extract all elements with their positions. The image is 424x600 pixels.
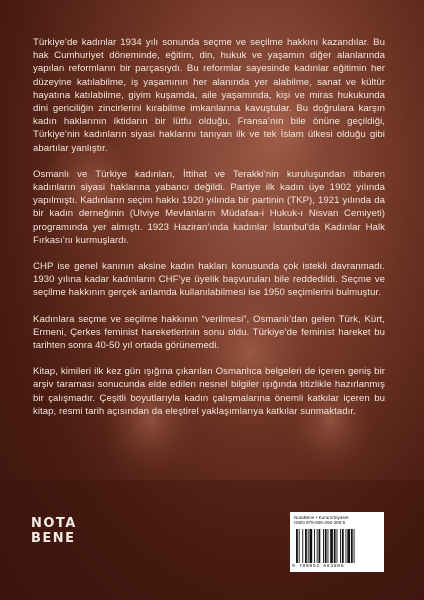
isbn-meta [294,515,382,526]
paragraph-1: Türkiye’de kadınlar 1934 yılı sonunda seçme ve seçilme hakkını kazandılar. Bu hak Cumhuriyet döneminde, eğitim, din, hukuk ve yaşamın diğer alanlarında yapılan reformların bir parçasıydı. Bu reformlar sayesinde kadınlar eğitimin her düzeyine katılabilme, iş yaşamının her alanında yer alabilme, sanat ve kültür hayatına katılabilme, giyim kuşamda, aile yaşamında, kişi ve miras hukukunda dini gericiliğin zincirlerini kırabilme imkanlarına kavuştular. Bu doğrulara karşın kadın haklarının iktidarın bir lütfu olduğu, Fransa’nın bile önüne geçildiği, Türkiye’nin kadınların siyasi haklarını tanıyan ilk ve tek İslam ülkesi olduğu gibi abartılar yanlıştır. [33,37,385,154]
barcode-digits: 9 786052 663805 [292,564,345,569]
logo-line-2: BENE [31,531,76,546]
publisher-logo [31,516,77,562]
isbn-barcode-box [290,512,384,572]
paragraph-5: Kitap, kimileri ilk kez gün ışığına çıkarılan Osmanlıca belgeleri de içeren geniş bir arşiv taraması sonucunda elde edilen nesnel bilgiler ışığında titizlikle hazırlanmış bir çalışmadır. Çeşitli boyutlarıyla kadın çalışmalarına önemli katkılar içeren bu kitap, resmi tarih açısından da eleştirel yaklaşımlarıya katkılar sunmaktadır. [33,366,385,417]
publisher-category: NotaBene • Kuram/Siyaset [294,515,349,520]
paragraph-4: Kadınlara seçme ve seçilme hakkının “verilmesi”, Osmanlı’dan gelen Türk, Kürt, Ermeni, Çerkes feminist hareketlerinin sonu oldu. Türkiye’de feminist hareket bu tarihten sonra 40-50 yıl ortada görünemedi. [33,313,385,352]
paragraph-2: Osmanlı ve Türkiye kadınları, İttihat ve Terakki’nin kuruluşundan itibaren kadınların siyasi haklarına yabancı değildi. Partiye ilk kadın üye 1902 yılında yapılmıştı. Kadınların seçim hakkı 1920 yılında bir partinin (TKP), 1921 yılında da bir kadın derneğinin (Ulviye Mevlanların Müdafaa-i Hukuk-ı Nisvan Cemiyeti) programında yer almıştı. 1923 Haziran’ında kadınlar İstanbul’da Kadınlar Halk Fırkası’nı kurmuşlardı. [33,168,385,246]
back-cover-text [33,36,385,431]
barcode [295,529,379,563]
paragraph-3: CHP ise genel kanının aksine kadın hakları konusunda çok istekli davranmadı. 1930 yılına kadar kadınların CHF’ye üyelik başvuruları bile reddedildi. Seçme ve seçilme hakkının gerçek anlamda kullanılabilmesi ise 1950 seçimlerini bulmuştur. [33,261,385,299]
isbn-number: ISBN 978-605-266-380-5 [294,520,346,526]
logo-line-1: NOTA [31,516,77,531]
